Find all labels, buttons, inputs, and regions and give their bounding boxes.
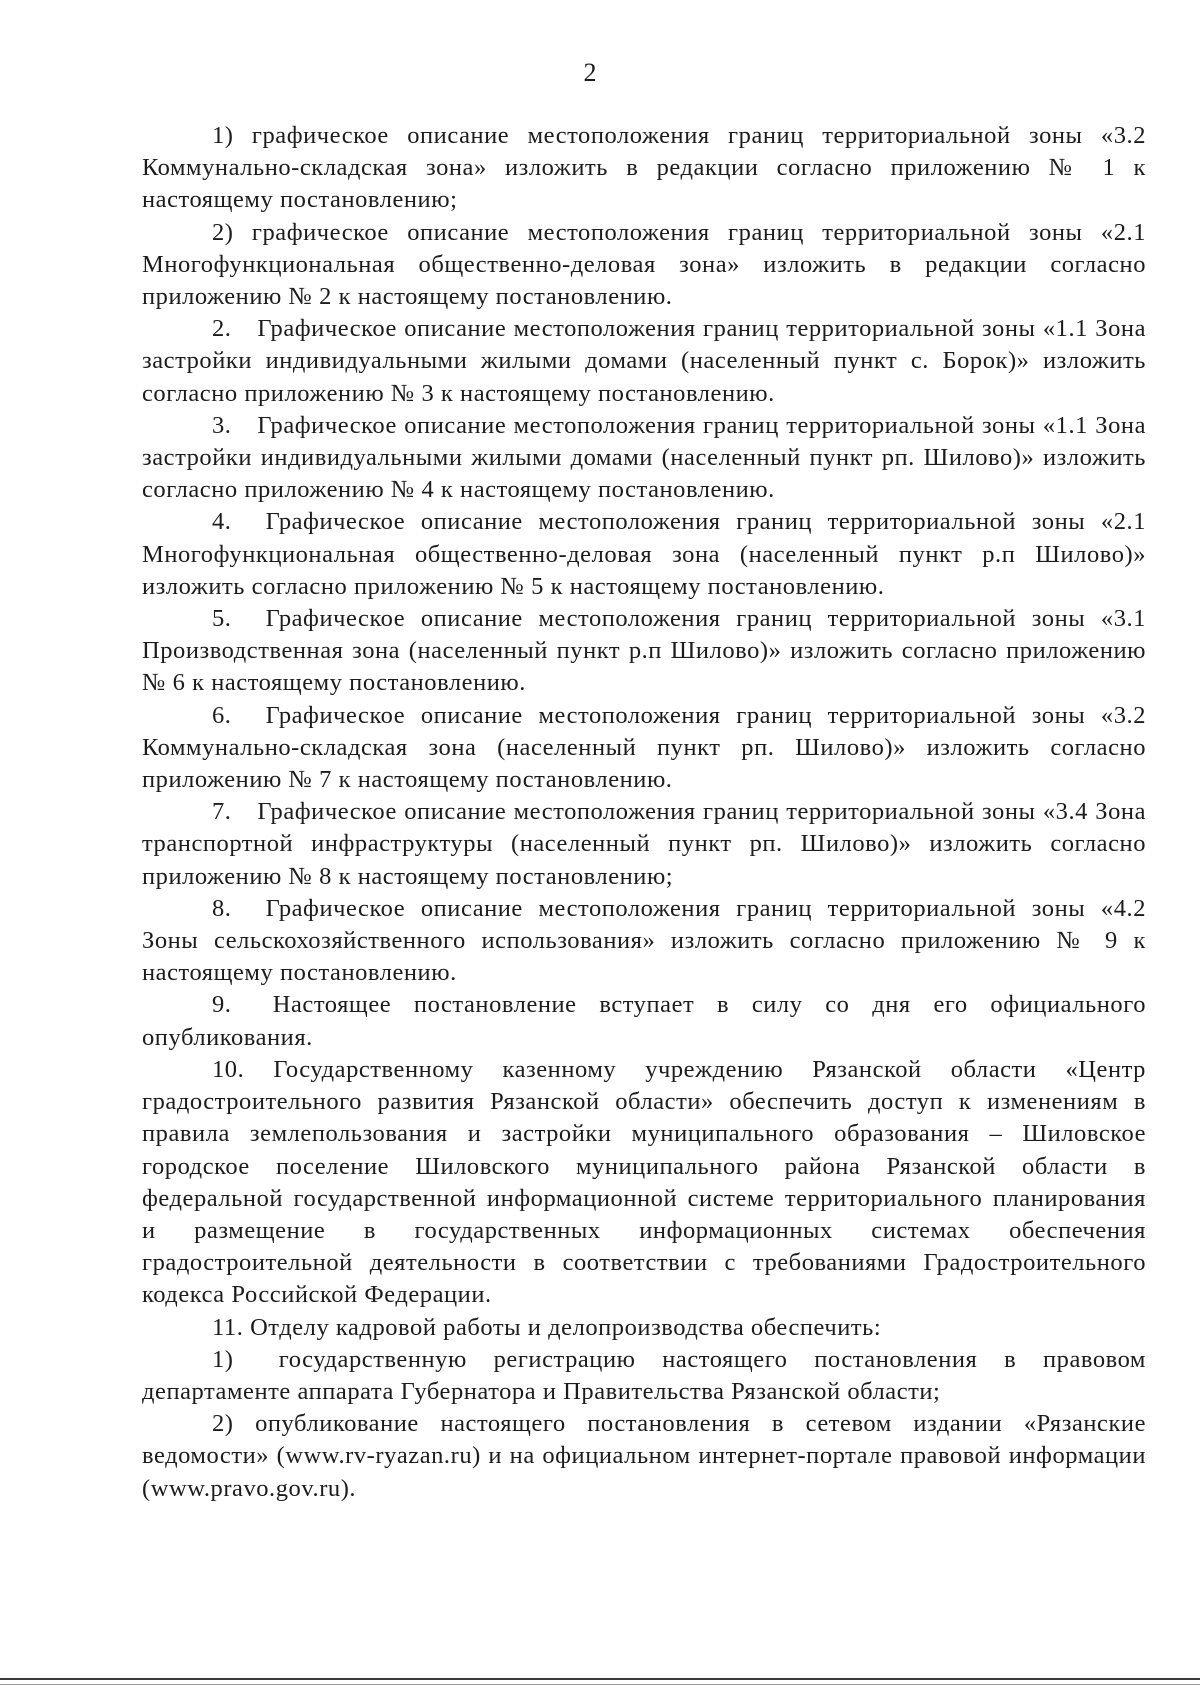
paragraph-item-5: [142, 603, 1146, 700]
item-number: 9.: [212, 991, 232, 1019]
paragraph-item-10: [142, 1054, 1146, 1312]
paragraph-text: 1) графическое описание местоположения границ территориальной зоны «3.2 Коммунально-складская зона» изложить в редакции согласно приложению № 1 к настоящему постановлению;: [142, 122, 1146, 214]
paragraph-text: Графическое описание местоположения границ территориальной зоны «3.4 Зона транспортной инфраструктуры (населенный пункт рп. Шилово)» изложить согласно приложению № 8 к настоящему постановлению;: [142, 798, 1146, 890]
paragraph-sub-11-2: [142, 1408, 1146, 1505]
paragraph-text: Графическое описание местоположения границ территориальной зоны «4.2 Зоны сельскохозяйственного использования» изложить согласно приложению № 9 к настоящему постановлению.: [142, 894, 1146, 987]
paragraph-text: Графическое описание местоположения границ территориальной зоны «2.1 Многофункциональная общественно-деловая зона (населенный пункт р.п Шилово)» изложить согласно приложению № 5 к настоящему постановлению.: [142, 508, 1146, 600]
item-number: 2.: [212, 315, 232, 343]
paragraph-item-3: [142, 410, 1146, 507]
paragraph-text: 2) графическое описание местоположения границ территориальной зоны «2.1 Многофункциональная общественно-деловая зона» изложить в редакции согласно приложению № 2 к настоящему постановлению.: [142, 218, 1146, 311]
page-number: 2: [583, 58, 597, 87]
item-number: 10.: [212, 1055, 245, 1083]
paragraph-item-11: [142, 1312, 1146, 1344]
paragraph-sub-2: [142, 217, 1146, 314]
paragraph-text: Графическое описание местоположения границ территориальной зоны «3.1 Производственная зона (населенный пункт р.п Шилово)» изложить согласно приложению № 6 к настоящему постановлению.: [142, 605, 1146, 697]
paragraph-item-8: [142, 893, 1146, 990]
item-number: 5.: [212, 605, 232, 633]
paragraph-text: Отделу кадровой работы и делопроизводства обеспечить:: [250, 1313, 882, 1341]
paragraph-item-7: [142, 796, 1146, 893]
paragraph-item-4: [142, 506, 1146, 603]
paragraph-text: государственную регистрацию настоящего постановления в правовом департаменте аппарата Губернатора и Правительства Рязанской области;: [142, 1345, 1146, 1405]
paragraph-sub-11-1: [142, 1344, 1146, 1408]
paragraph-item-2: [142, 313, 1146, 410]
paragraph-text: Графическое описание местоположения границ территориальной зоны «1.1 Зона застройки индивидуальными жилыми домами (населенный пункт рп. Шилово)» изложить согласно приложению № 4 к настоящему постановлению.: [142, 411, 1146, 504]
paragraph-item-6: [142, 700, 1146, 797]
item-number: 1): [212, 1345, 234, 1373]
item-number: 8.: [212, 894, 232, 922]
paragraph-text: Графическое описание местоположения границ территориальной зоны «3.2 Коммунально-складская зона (населенный пункт рп. Шилово)» изложить согласно приложению № 7 к настоящему постановлению.: [142, 701, 1146, 794]
paragraph-item-9: [142, 989, 1146, 1053]
paragraph-text: Государственному казенному учреждению Рязанской области «Центр градостроительного развития Рязанской области» обеспечить доступ к изменениям в правила землепользования и застройки муниципального образования – Шиловское городское поселение Шиловского муниципального района Рязанской области в федеральной государственной информационной системе территориального планирования и размещение в государственных информационных системах обеспечения градостроительной деятельности в соответствии с требованиями Градостроительного кодекса Российской Федерации.: [142, 1055, 1146, 1309]
paragraph-text: Графическое описание местоположения границ территориальной зоны «1.1 Зона застройки индивидуальными жилыми домами (населенный пункт с. Борок)» изложить согласно приложению № 3 к настоящему постановлению.: [142, 315, 1146, 407]
item-number: 11.: [212, 1313, 244, 1341]
item-number: 6.: [212, 701, 232, 729]
paragraph-sub-1: [142, 120, 1146, 217]
paragraph-text: Настоящее постановление вступает в силу со дня его официального опубликования.: [142, 991, 1146, 1051]
scan-edge-line: [0, 1684, 1200, 1685]
scan-edge-line: [0, 1678, 1200, 1680]
item-number: 4.: [212, 508, 232, 536]
item-number: 3.: [212, 411, 232, 439]
paragraph-text: 2) опубликование настоящего постановления в сетевом издании «Рязанские ведомости» (www.rv-ryazan.ru) и на официальном интернет-портале правовой информации (www.pravo.gov.ru).: [142, 1410, 1146, 1502]
item-number: 7.: [212, 798, 232, 826]
document-body: [142, 120, 1146, 1505]
